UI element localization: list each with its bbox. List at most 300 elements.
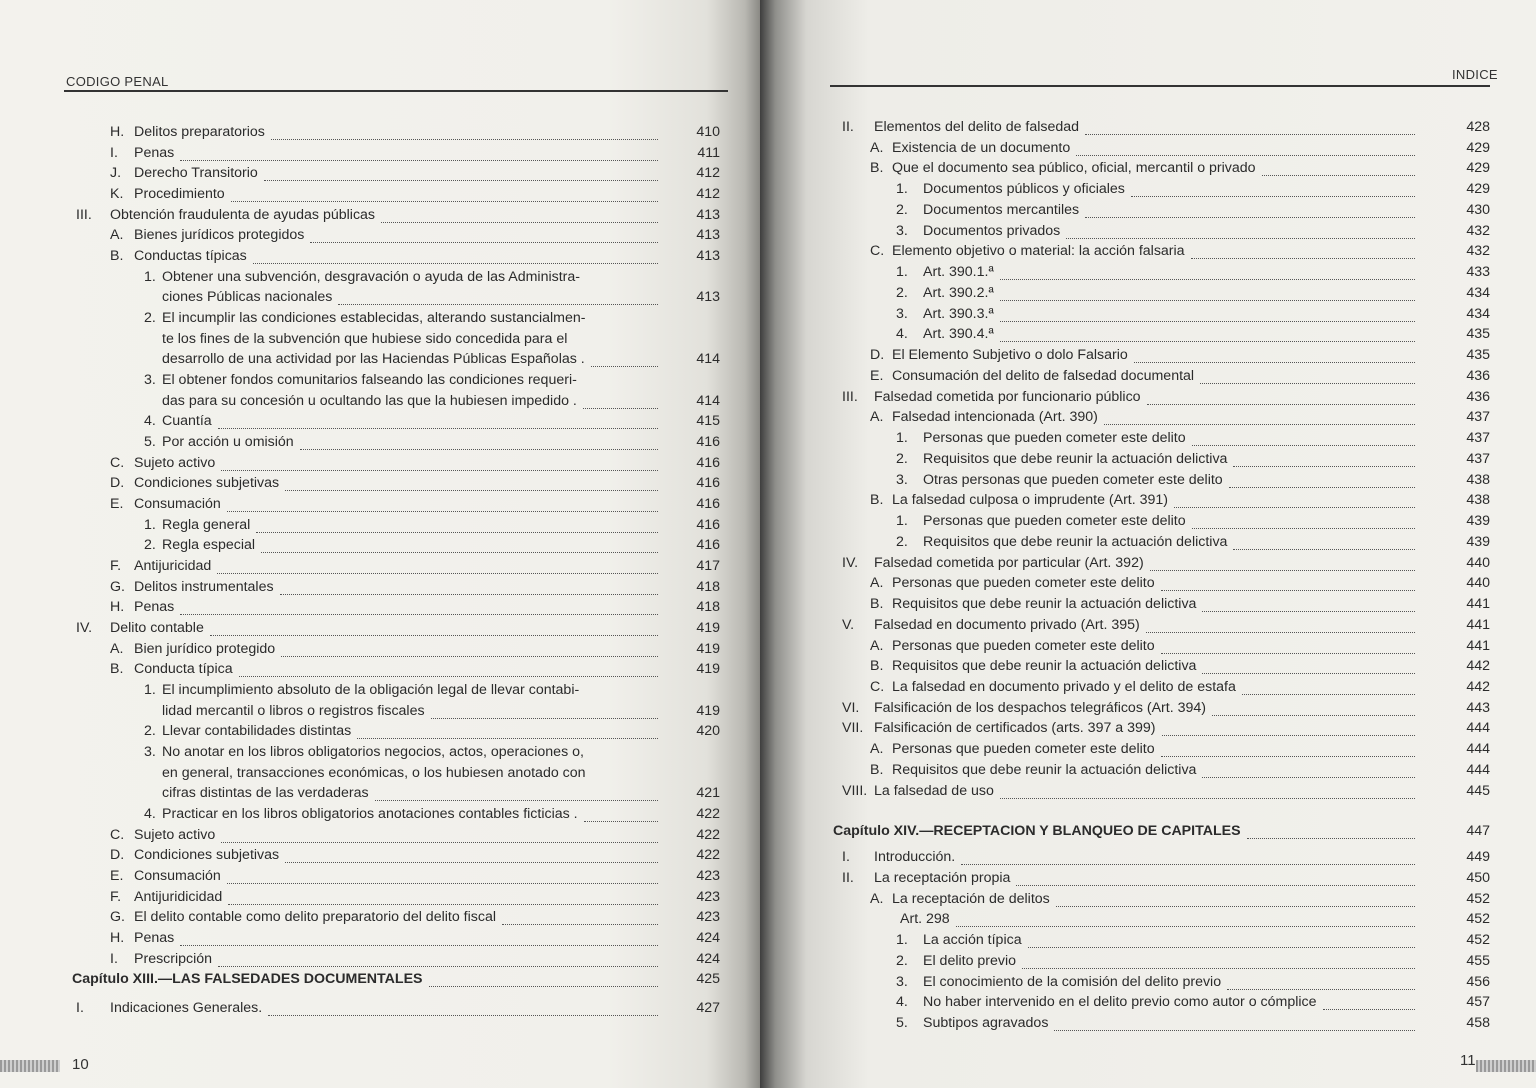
toc-page-number: 434 — [1466, 305, 1490, 322]
toc-entry-number: 2. — [896, 952, 908, 969]
toc-page-number: 421 — [696, 785, 720, 802]
toc-page-number: 437 — [1466, 450, 1490, 467]
leader-dots — [1000, 297, 1415, 301]
toc-entry-title: Requisitos que debe reunir la actuación delictiva — [923, 450, 1228, 467]
leader-dots — [1000, 318, 1415, 322]
toc-entry-number: G. — [110, 909, 125, 926]
toc-entry — [0, 783, 720, 804]
toc-entry-title: Falsificación de los despachos telegráficos (Art. 394) — [874, 699, 1206, 716]
right-page — [760, 0, 1536, 1088]
toc-entry-title: Personas que pueden cometer este delito — [892, 637, 1155, 654]
leader-dots — [1233, 546, 1415, 550]
toc-entry-title: El conocimiento de la comisión del delito previo — [923, 973, 1222, 990]
leader-dots — [1134, 359, 1415, 363]
toc-entry-number: E. — [870, 367, 884, 384]
leader-dots — [1202, 670, 1415, 674]
toc-entry-title: Documentos mercantiles — [923, 201, 1080, 218]
toc-entry-title: te los fines de la subvención que hubiese sido concedida para el — [162, 330, 568, 347]
toc-entry-number: A. — [870, 637, 884, 654]
toc-page-number: 457 — [1466, 994, 1490, 1011]
toc-page-number: 416 — [696, 454, 720, 471]
toc-entry — [760, 241, 1490, 262]
toc-entry — [760, 366, 1490, 387]
leader-dots — [1227, 986, 1415, 990]
toc-entry-number: C. — [870, 678, 885, 695]
toc-entry — [760, 930, 1490, 951]
header-rule-right — [830, 85, 1490, 87]
toc-entry-title: desarrollo de una actividad por las Haciendas Públicas Españolas . — [162, 351, 585, 368]
toc-entry-number: 3. — [896, 222, 908, 239]
toc-page-number: 449 — [1466, 849, 1490, 865]
toc-entry-title: Falsedad intencionada (Art. 390) — [892, 409, 1098, 426]
toc-entry — [0, 742, 720, 763]
page-number-left: 10 — [72, 1056, 89, 1073]
toc-entry-number: I. — [110, 950, 118, 967]
toc-entry-number: V. — [842, 616, 855, 633]
toc-entry-title: La falsedad culposa o imprudente (Art. 391) — [892, 492, 1169, 509]
leader-dots — [1247, 835, 1415, 839]
toc-entry — [0, 349, 720, 370]
left-page — [0, 0, 760, 1088]
toc-entry — [760, 158, 1490, 179]
leader-dots — [231, 198, 658, 202]
toc-entry-number: D. — [110, 475, 125, 492]
toc-page-number: 419 — [696, 620, 720, 637]
toc-page-number: 414 — [696, 392, 720, 409]
toc-entry — [0, 246, 720, 267]
toc-entry — [760, 718, 1490, 739]
header-rule-left — [64, 90, 728, 92]
toc-entry-title: Consumación — [134, 496, 221, 513]
toc-entry — [760, 117, 1490, 138]
toc-entry — [760, 138, 1490, 159]
toc-page-number: 419 — [696, 702, 720, 719]
toc-entry-number: VII. — [842, 720, 864, 737]
toc-entry-number: 1. — [896, 430, 908, 447]
toc-entry-number: 3. — [896, 973, 908, 990]
leader-dots — [1054, 1027, 1415, 1031]
toc-entry — [0, 267, 720, 288]
toc-page-number: 424 — [696, 930, 720, 947]
toc-page-number: 412 — [696, 165, 720, 182]
leader-dots — [261, 549, 658, 553]
toc-entry-number: 4. — [896, 994, 908, 1011]
toc-entry-number: III. — [842, 388, 858, 405]
leader-dots — [285, 487, 658, 491]
toc-entry-title: Art. 390.1.ª — [923, 264, 994, 281]
leader-dots — [1161, 587, 1415, 591]
toc-entry-number: 5. — [144, 434, 156, 451]
toc-entry-number: II. — [842, 119, 854, 135]
toc-page-number: 423 — [696, 888, 720, 905]
toc-entry-title: El Elemento Subjetivo o dolo Falsario — [892, 347, 1128, 364]
toc-entry-title: Sujeto activo — [134, 454, 216, 471]
toc-entry-number: B. — [110, 661, 124, 678]
chapter-heading — [0, 969, 720, 990]
toc-entry — [0, 225, 720, 246]
toc-entry — [0, 866, 720, 887]
toc-entry-title: Conductas típicas — [134, 248, 247, 265]
toc-page-number: 432 — [1466, 243, 1490, 260]
toc-entry-title: La receptación propia — [874, 870, 1011, 886]
toc-entry-title: Delito contable — [110, 620, 204, 637]
toc-entry-number: 3. — [896, 471, 908, 488]
leader-dots — [1000, 338, 1415, 342]
toc-page-number: 412 — [696, 186, 720, 202]
toc-entry — [0, 998, 720, 1019]
toc-entry — [0, 287, 720, 308]
toc-entry — [0, 763, 720, 784]
toc-entry-number: 4. — [144, 413, 156, 430]
toc-entry — [760, 262, 1490, 283]
toc-entry — [0, 845, 720, 866]
toc-entry — [760, 221, 1490, 242]
leader-dots — [221, 467, 658, 471]
page-edge-mark-right — [1476, 1060, 1536, 1072]
toc-entry-title: Que el documento sea público, oficial, mercantil o privado — [892, 160, 1256, 177]
toc-entry-number: H. — [110, 930, 125, 947]
toc-entry — [760, 470, 1490, 491]
toc-entry — [760, 615, 1490, 636]
toc-entry — [0, 308, 720, 329]
toc-entry — [760, 324, 1490, 345]
toc-page-number: 434 — [1466, 284, 1490, 301]
toc-entry-number: E. — [110, 868, 124, 885]
toc-entry-number: C. — [870, 243, 885, 260]
toc-entry-number: II. — [842, 870, 854, 886]
toc-entry-number: B. — [870, 492, 884, 509]
toc-entry — [760, 760, 1490, 781]
toc-entry-title: Otras personas que pueden cometer este delito — [923, 471, 1223, 488]
toc-entry — [0, 143, 720, 164]
leader-dots — [239, 673, 658, 677]
toc-entry-number: 2. — [896, 533, 908, 550]
toc-entry — [0, 453, 720, 474]
toc-page-number: 428 — [1466, 119, 1490, 135]
toc-entry-number: III. — [76, 206, 92, 223]
toc-entry-title: Penas — [134, 144, 175, 161]
toc-entry-number: C. — [110, 454, 125, 471]
toc-entry-number: 2. — [896, 450, 908, 467]
toc-page-number: 452 — [1466, 911, 1490, 928]
toc-entry-title: Por acción u omisión — [162, 434, 294, 451]
leader-dots — [1212, 712, 1415, 716]
toc-entry-title: Consumación — [134, 868, 221, 885]
toc-entry — [760, 179, 1490, 200]
toc-entry-number: J. — [110, 165, 122, 182]
toc-entry-title: La falsedad en documento privado y el delito de estafa — [892, 678, 1236, 695]
toc-entry-number: I. — [76, 1000, 84, 1016]
toc-entry-title: La falsedad de uso — [874, 782, 994, 799]
running-head-left: CODIGO PENAL — [66, 74, 169, 89]
toc-entry-title: Subtipos agravados — [923, 1015, 1049, 1032]
toc-entry-title: Falsedad cometida por particular (Art. 392) — [874, 554, 1144, 571]
leader-dots — [1262, 172, 1415, 176]
toc-entry — [0, 535, 720, 556]
toc-entry — [760, 283, 1490, 304]
toc-page-number: 442 — [1466, 658, 1490, 675]
leader-dots — [1229, 484, 1415, 488]
toc-entry-number: 3. — [144, 744, 156, 761]
toc-entry-title: Obtención fraudulenta de ayudas públicas — [110, 206, 376, 223]
toc-entry-title: Practicar en los libros obligatorios anotaciones contables ficticias . — [162, 806, 578, 823]
toc-entry — [0, 432, 720, 453]
toc-page-number: 452 — [1466, 932, 1490, 949]
toc-page-number: 439 — [1466, 533, 1490, 550]
toc-page-number: 436 — [1466, 367, 1490, 384]
toc-entry — [760, 781, 1490, 802]
toc-page-number: 443 — [1466, 699, 1490, 716]
toc-entry-title: Procedimiento — [134, 186, 225, 202]
toc-entry — [0, 721, 720, 742]
toc-entry-title: El incumplimiento absoluto de la obligación legal de llevar contabi- — [162, 682, 580, 699]
leader-dots — [1028, 944, 1415, 948]
toc-entry — [760, 449, 1490, 470]
toc-entry-title: Consumación del delito de falsedad documental — [892, 367, 1195, 384]
toc-entry-number: D. — [110, 847, 125, 864]
toc-entry-number: 1. — [144, 268, 156, 285]
toc-page-number: 439 — [1466, 513, 1490, 530]
toc-entry-title: Falsificación de certificados (arts. 397 a 399) — [874, 720, 1156, 737]
toc-page-number: 424 — [696, 950, 720, 967]
toc-page-number: 423 — [696, 868, 720, 885]
toc-entry-title: lidad mercantil o libros o registros fiscales — [162, 702, 425, 719]
toc-entry-number: 2. — [144, 310, 156, 327]
leader-dots — [218, 425, 658, 429]
leader-dots — [1242, 691, 1415, 695]
toc-entry-number: 1. — [144, 516, 156, 533]
toc-entry-number: 1. — [144, 682, 156, 699]
toc-page-number: 442 — [1466, 678, 1490, 695]
toc-entry — [0, 184, 720, 205]
toc-entry-title: Personas que pueden cometer este delito — [892, 575, 1155, 592]
toc-entry-number: 1. — [896, 513, 908, 530]
toc-entry-title: Personas que pueden cometer este delito — [892, 741, 1155, 758]
leader-dots — [429, 983, 659, 987]
leader-dots — [1202, 608, 1415, 612]
toc-entry-number: VI. — [842, 699, 860, 716]
toc-entry-title: Personas que pueden cometer este delito — [923, 430, 1186, 447]
toc-entry-title: Requisitos que debe reunir la actuación delictiva — [892, 658, 1197, 675]
toc-page-number: 416 — [696, 496, 720, 513]
leader-dots — [300, 446, 658, 450]
leader-dots — [338, 301, 658, 305]
leader-dots — [1200, 380, 1415, 384]
toc-entry-title: Falsedad cometida por funcionario público — [874, 388, 1141, 405]
leader-dots — [180, 942, 658, 946]
leader-dots — [1146, 629, 1415, 633]
toc-entry-title: Antijuridicidad — [134, 888, 223, 905]
toc-entry-number: B. — [870, 160, 884, 177]
toc-entry-number: B. — [870, 761, 884, 778]
toc-entry-title: das para su concesión u ocultando las que la hubiesen impedido . — [162, 392, 577, 409]
toc-entry-title: Indicaciones Generales. — [110, 1000, 263, 1016]
toc-page-number: 444 — [1466, 720, 1490, 737]
leader-dots — [1162, 732, 1415, 736]
toc-entry-title: Prescripción — [134, 950, 213, 967]
toc-entry-number: F. — [110, 558, 122, 575]
toc-entry-title: No anotar en los libros obligatorios negocios, actos, operaciones o, — [162, 744, 584, 761]
leader-dots — [268, 1012, 658, 1016]
toc-entry — [760, 387, 1490, 408]
toc-entry — [760, 511, 1490, 532]
toc-page-number: 447 — [1466, 823, 1490, 839]
toc-entry — [760, 428, 1490, 449]
leader-dots — [281, 653, 658, 657]
toc-page-number: 444 — [1466, 741, 1490, 758]
leader-dots — [227, 508, 658, 512]
toc-entry — [760, 739, 1490, 760]
toc-entry-number: 2. — [144, 537, 156, 554]
toc-page-number: 450 — [1466, 870, 1490, 886]
toc-entry — [0, 163, 720, 184]
toc-entry-title: Art. 390.3.ª — [923, 305, 994, 322]
toc-entry-title: Requisitos que debe reunir la actuación delictiva — [923, 533, 1228, 550]
leader-dots — [375, 797, 658, 801]
leader-dots — [280, 591, 658, 595]
toc-entry-title: Penas — [134, 930, 175, 947]
toc-entry — [760, 909, 1490, 930]
toc-entry-number: D. — [870, 347, 885, 364]
toc-entry-number: 4. — [144, 806, 156, 823]
toc-entry — [760, 1013, 1490, 1034]
toc-entry — [0, 804, 720, 825]
toc-entry-number: H. — [110, 124, 125, 140]
leader-dots — [1000, 276, 1415, 280]
toc-entry — [0, 887, 720, 908]
leader-dots — [1161, 753, 1415, 757]
toc-entry-title: Falsedad en documento privado (Art. 395) — [874, 616, 1140, 633]
leader-dots — [584, 818, 658, 822]
toc-entry-number: 2. — [896, 201, 908, 218]
leader-dots — [381, 219, 658, 223]
toc-page-number: 413 — [696, 248, 720, 265]
leader-dots — [1192, 525, 1415, 529]
toc-page-number: 413 — [696, 206, 720, 223]
toc-entry-number: B. — [110, 248, 124, 265]
toc-entry-number: K. — [110, 186, 124, 202]
toc-page-number: 418 — [696, 599, 720, 616]
leader-dots — [256, 529, 658, 533]
page-number-right: 11 — [1460, 1052, 1476, 1069]
toc-entry — [0, 680, 720, 701]
chapter-heading — [760, 821, 1490, 842]
toc-page-number: 416 — [696, 516, 720, 533]
toc-entry-number: A. — [110, 227, 124, 244]
toc-page-number: 433 — [1466, 264, 1490, 281]
toc-entry — [0, 949, 720, 970]
toc-entry — [760, 594, 1490, 615]
toc-entry-number: A. — [870, 409, 884, 426]
leader-dots — [591, 363, 658, 367]
toc-page-number: 456 — [1466, 973, 1490, 990]
toc-entry-title: Derecho Transitorio — [134, 165, 258, 182]
toc-entry-number: VIII. — [842, 782, 868, 799]
toc-entry-number: H. — [110, 599, 125, 616]
leader-dots — [253, 260, 658, 264]
leader-dots — [1085, 214, 1415, 218]
leader-dots — [1323, 1006, 1415, 1010]
toc-page-number: 441 — [1466, 637, 1490, 654]
toc-entry-number: C. — [110, 826, 125, 843]
toc-entry — [0, 329, 720, 350]
leader-dots — [217, 570, 658, 574]
toc-page-number: 419 — [696, 661, 720, 678]
toc-entry-title: Documentos públicos y oficiales — [923, 181, 1125, 198]
toc-entry — [760, 972, 1490, 993]
toc-entry-title: Penas — [134, 599, 175, 616]
toc-entry-number: 4. — [896, 326, 908, 343]
leader-dots — [1191, 255, 1415, 259]
leader-dots — [218, 963, 658, 967]
toc-page-number: 418 — [696, 578, 720, 595]
toc-entry-title: Delitos preparatorios — [134, 124, 265, 140]
toc-page-number: 438 — [1466, 492, 1490, 509]
toc-entry — [0, 370, 720, 391]
toc-entry — [760, 889, 1490, 910]
leader-dots — [1056, 903, 1415, 907]
toc-entry-number: B. — [870, 658, 884, 675]
leader-dots — [1085, 131, 1415, 135]
toc-entry — [760, 490, 1490, 511]
toc-entry-number: B. — [870, 596, 884, 613]
toc-page-number: 445 — [1466, 782, 1490, 799]
leader-dots — [180, 611, 658, 615]
leader-dots — [1076, 152, 1415, 156]
toc-entry-title: Sujeto activo — [134, 826, 216, 843]
leader-dots — [502, 921, 658, 925]
toc-page-number: 422 — [696, 806, 720, 823]
toc-entry-title: Delitos instrumentales — [134, 578, 274, 595]
toc-entry-title: Existencia de un documento — [892, 139, 1071, 156]
toc-entry-number: I. — [110, 144, 118, 161]
toc-entry — [0, 494, 720, 515]
toc-page-number: 458 — [1466, 1015, 1490, 1032]
toc-entry — [0, 639, 720, 660]
leader-dots — [221, 839, 658, 843]
leader-dots — [961, 861, 1415, 865]
toc-page-number: 416 — [696, 434, 720, 451]
toc-page-number: 435 — [1466, 347, 1490, 364]
toc-page-number: 432 — [1466, 222, 1490, 239]
toc-entry-number: A. — [870, 741, 884, 758]
toc-entry — [760, 992, 1490, 1013]
toc-entry — [760, 573, 1490, 594]
toc-entry — [760, 868, 1490, 889]
toc-entry-title: Personas que pueden cometer este delito — [923, 513, 1186, 530]
toc-page-number: 440 — [1466, 554, 1490, 571]
toc-entry — [0, 391, 720, 412]
toc-entry — [760, 698, 1490, 719]
toc-entry-title: Documentos privados — [923, 222, 1061, 239]
toc-entry-title: Bien jurídico protegido — [134, 640, 276, 657]
leader-dots — [1192, 442, 1415, 446]
toc-entry — [0, 701, 720, 722]
toc-page-number: 413 — [696, 227, 720, 244]
toc-entry-title: El delito contable como delito preparatorio del delito fiscal — [134, 909, 496, 926]
leader-dots — [1147, 401, 1415, 405]
leader-dots — [583, 405, 658, 409]
toc-entry — [760, 636, 1490, 657]
toc-page-number: 441 — [1466, 596, 1490, 613]
toc-entry — [0, 515, 720, 536]
leader-dots — [1016, 882, 1415, 886]
toc-page-number: 410 — [696, 124, 720, 140]
leader-dots — [210, 632, 658, 636]
toc-entry-number: 1. — [896, 181, 908, 198]
toc-entry — [760, 304, 1490, 325]
toc-entry-number: E. — [110, 496, 124, 513]
